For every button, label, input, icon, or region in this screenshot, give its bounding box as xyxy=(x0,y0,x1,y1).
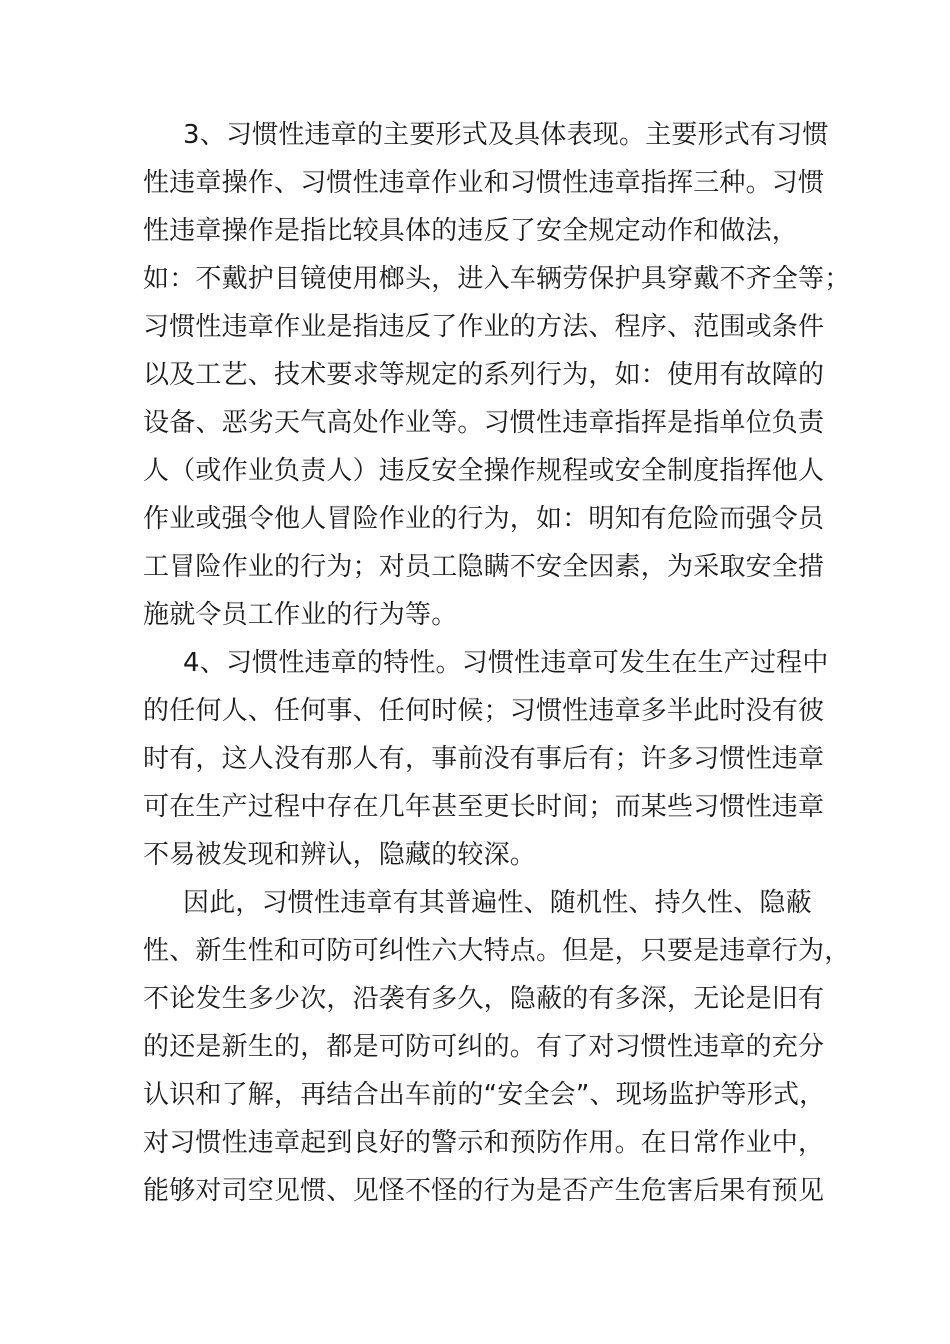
text-line: 可在生产过程中存在几年甚至更长时间；而某些习惯性违章 xyxy=(143,792,825,822)
paragraph-3-forms xyxy=(143,111,851,639)
text-line: 作业或强令他人冒险作业的行为，如：明知有危险而强令员 xyxy=(143,504,825,534)
text-line: 人（或作业负责人）违反安全操作规程或安全制度指挥他人 xyxy=(143,456,825,486)
text-line: 施就令员工作业的行为等。 xyxy=(143,600,458,630)
text-line: 时有，这人没有那人有，事前没有事后有；许多习惯性违章 xyxy=(143,744,825,774)
text-line: 因此，习惯性违章有其普遍性、随机性、持久性、隐蔽 xyxy=(183,888,812,918)
document-body xyxy=(143,111,851,1215)
text-line: 性违章操作、习惯性违章作业和习惯性违章指挥三种。习惯 xyxy=(143,168,825,198)
text-line: 性、新生性和可防可纠性六大特点。但是，只要是违章行为， xyxy=(143,936,851,966)
text-line: 习惯性违章作业是指违反了作业的方法、程序、范围或条件 xyxy=(143,312,825,342)
text-line: 设备、恶劣天气高处作业等。习惯性违章指挥是指单位负责 xyxy=(143,408,825,438)
text-line: 3、习惯性违章的主要形式及具体表现。主要形式有习惯 xyxy=(183,120,829,150)
paragraph-4-characteristics xyxy=(143,639,829,879)
text-line: 不论发生多少次，沿袭有多久，隐蔽的有多深，无论是旧有 xyxy=(143,984,825,1014)
paragraph-conclusion xyxy=(143,879,851,1215)
text-line: 4、习惯性违章的特性。习惯性违章可发生在生产过程中 xyxy=(183,648,829,678)
text-line: 的任何人、任何事、任何时候；习惯性违章多半此时没有彼 xyxy=(143,696,825,726)
text-line: 能够对司空见惯、见怪不怪的行为是否产生危害后果有预见 xyxy=(143,1176,825,1206)
text-line: 以及工艺、技术要求等规定的系列行为，如：使用有故障的 xyxy=(143,360,825,390)
text-line: 的还是新生的，都是可防可纠的。有了对习惯性违章的充分 xyxy=(143,1032,825,1062)
text-line: 对习惯性违章起到良好的警示和预防作用。在日常作业中， xyxy=(143,1128,825,1158)
text-line: 工冒险作业的行为；对员工隐瞒不安全因素，为采取安全措 xyxy=(143,552,825,582)
text-line: 如：不戴护目镜使用榔头，进入车辆劳保护具穿戴不齐全等； xyxy=(143,264,851,294)
text-line: 不易被发现和辨认，隐藏的较深。 xyxy=(143,840,537,870)
text-line: 性违章操作是指比较具体的违反了安全规定动作和做法， xyxy=(143,216,799,246)
text-line: 认识和了解，再结合出车前的“安全会”、现场监护等形式， xyxy=(143,1080,826,1110)
